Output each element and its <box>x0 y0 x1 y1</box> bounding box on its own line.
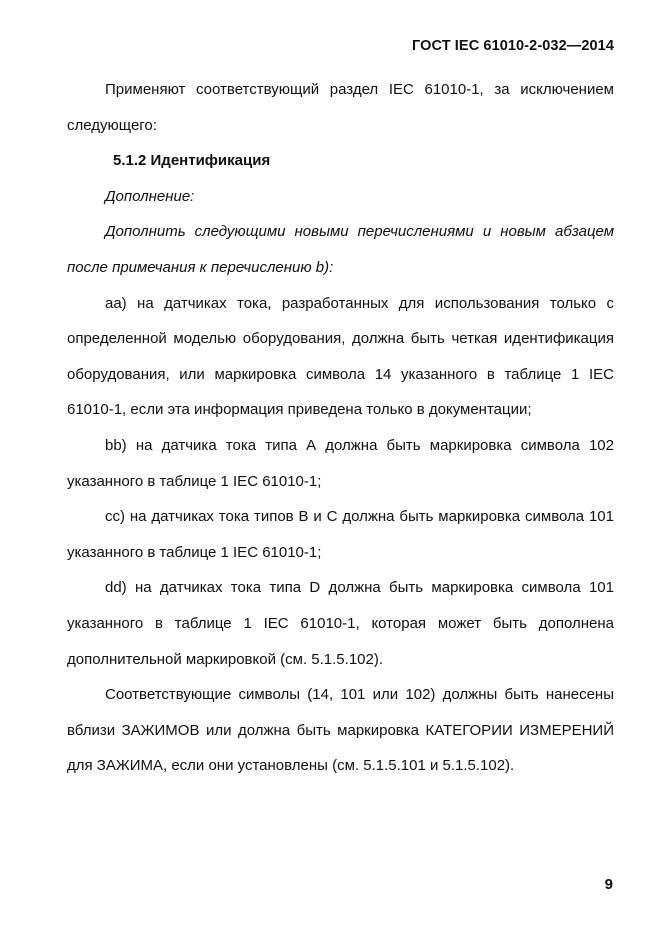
standard-header: ГОСТ IEC 61010-2-032—2014 <box>412 38 614 54</box>
list-item-bb: bb) на датчика тока типа А должна быть маркировка символа 102 указанного в таблице 1 IEC 61010-1; <box>67 436 614 490</box>
document-body <box>67 72 614 784</box>
addition-label: Дополнение: <box>105 187 195 205</box>
page-number: 9 <box>604 876 613 893</box>
section-heading: 5.1.2 Идентификация <box>113 152 271 170</box>
list-item-cc: cc) на датчиках тока типов В и С должна быть маркировка символа 101 указанного в таблице 1 IEC 61010-1; <box>67 508 614 561</box>
closing-paragraph: Соответствующие символы (14, 101 или 102) должны быть нанесены вблизи ЗАЖИМОВ или должна быть маркировка КАТЕГОРИИ ИЗМЕРЕНИЙ для ЗАЖИМА, если они установлены (см. 5.1.5.101 и 5.1.5.102). <box>67 686 614 775</box>
list-item-dd: dd) на датчиках тока типа D должна быть маркировка символа 101 указанного в таблице 1 IEC 61010-1, которая может быть дополнена дополнительной маркировкой (см. 5.1.5.102). <box>67 579 614 668</box>
intro-paragraph: Применяют соответствующий раздел IEC 61010-1, за исключением следующего: <box>67 81 614 134</box>
list-item-aa: aa) на датчиках тока, разработанных для использования только с определенной моделью оборудования, должна быть четкая идентификация оборудования, или маркировка символа 14 указанного в таблице 1 IEC 61010-1, если эта информация приведена только в документации; <box>67 294 614 419</box>
addition-instruction: Дополнить следующими новыми перечислениями и новым абзацем после примечания к перечислению b): <box>67 223 614 276</box>
